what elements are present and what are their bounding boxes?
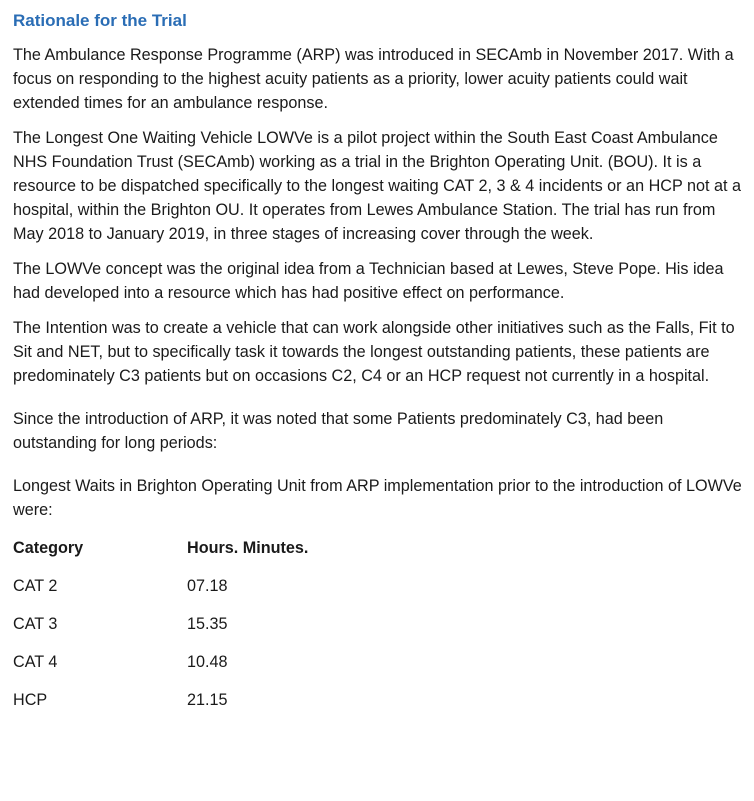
column-header-category: Category	[13, 539, 84, 557]
row-category: CAT 4	[13, 653, 58, 671]
table-row	[13, 612, 749, 650]
paragraph-arp-intro: The Ambulance Response Programme (ARP) was introduced in SECAmb in November 2017. With a focus on responding to the highest acuity patients as a priority, lower acuity patients could wait extended times for an ambulance response.	[13, 46, 734, 112]
row-time: 07.18	[187, 577, 228, 595]
paragraph-arp-noted: Since the introduction of ARP, it was noted that some Patients predominately C3, had been outstanding for long periods:	[13, 410, 664, 452]
table-row	[13, 688, 749, 726]
table-header-row	[13, 536, 749, 574]
paragraph-intention: The Intention was to create a vehicle that can work alongside other initiatives such as the Falls, Fit to Sit and NET, but to specifically task it towards the longest outstanding patients, these patients are predominately C3 patients but on occasions C2, C4 or an HCP request not currently in a hospital.	[13, 319, 735, 385]
document-page	[13, 8, 749, 726]
paragraph-lowve-description: The Longest One Waiting Vehicle LOWVe is a pilot project within the South East Coast Ambulance NHS Foundation Trust (SECAmb) working as a trial in the Brighton Operating Unit. (BOU). It is a resource to be dispatched specifically to the longest waiting CAT 2, 3 & 4 incidents or an HCP not at a hospital, within the Brighton OU. It operates from Lewes Ambulance Station. The trial has run from May 2018 to January 2019, in three stages of increasing cover through the week.	[13, 129, 741, 243]
table-row	[13, 574, 749, 612]
row-category: HCP	[13, 691, 48, 709]
column-header-hours-minutes: Hours. Minutes.	[187, 539, 309, 557]
longest-waits-table	[13, 536, 749, 726]
paragraph-longest-waits: Longest Waits in Brighton Operating Unit from ARP implementation prior to the introduction of LOWVe were:	[13, 477, 742, 519]
section-heading: Rationale for the Trial	[13, 11, 187, 30]
row-time: 21.15	[187, 691, 228, 709]
table-row	[13, 650, 749, 688]
row-time: 10.48	[187, 653, 228, 671]
row-time: 15.35	[187, 615, 228, 633]
paragraph-lowve-origin: The LOWVe concept was the original idea from a Technician based at Lewes, Steve Pope. His idea had developed into a resource which has had positive effect on performance.	[13, 260, 724, 302]
row-category: CAT 2	[13, 577, 58, 595]
row-category: CAT 3	[13, 615, 58, 633]
